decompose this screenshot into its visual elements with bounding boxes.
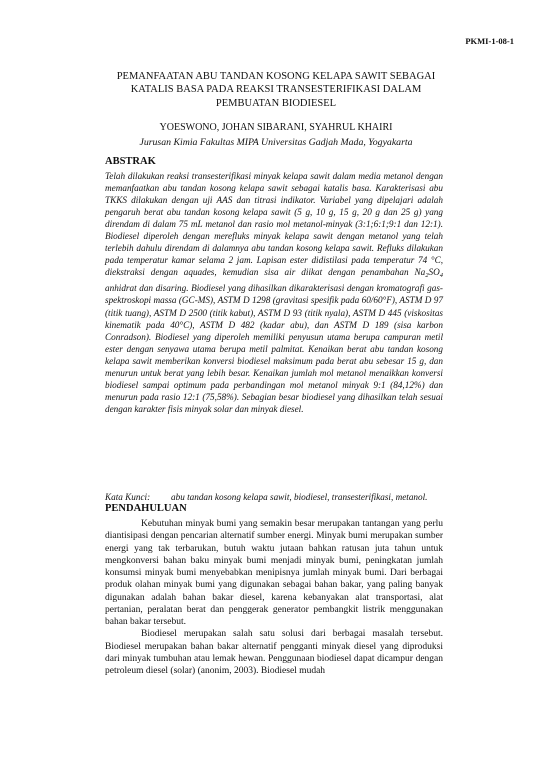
intro-heading: PENDAHULUAN	[105, 503, 187, 514]
keywords-text: abu tandan kosong kelapa sawit, biodiesel, transesterifikasi, metanol.	[171, 492, 428, 502]
keywords-label: Kata Kunci:	[105, 492, 151, 502]
intro-paragraph-1: Kebutuhan minyak bumi yang semakin besar merupakan tantangan yang perlu diantisipasi dengan pencarian alternatif sumber energi. Minyak bumi merupakan sumber energi yang tak terbarukan, butuh waktu jutaan bahkan ratusan juta tahun untuk mengkonversi bahan baku minyak bumi menjadi minyak bumi, peningkatan jumlah konsumsi minyak bumi menyebabkan menipisnya jumlah minyak bumi. Dari berbagai produk olahan minyak bumi yang digunakan sebagai bahan bakar, yang paling banyak digunakan adalah bahan bakar diesel, karena kebanyakan alat transportasi, alat pertanian, peralatan berat dan penggerak generator pembangkit listrik menggunakan bahan bakar tersebut.	[105, 519, 443, 627]
abstract-heading: ABSTRAK	[105, 156, 156, 167]
paper-affiliation: Jurusan Kimia Fakultas MIPA Universitas Gadjah Mada, Yogyakarta	[139, 137, 413, 148]
intro-paragraph-2: Biodiesel merupakan salah satu solusi dari berbagai masalah tersebut. Biodiesel merupakan bahan bakar alternatif pengganti minyak diesel yang diproduksi dari minyak tumbuhan atau lemak hewan. Penggunaan biodiesel dapat dicampur dengan petroleum diesel (solar) (anonim, 2003). Biodiesel mudah	[105, 629, 443, 676]
abstract-text-c: anhidrat dan disaring. Biodiesel yang dihasilkan dikarakterisasi dengan kromatografi gas-spektroskopi massa (GC-MS), ASTM D 1298 (gravitasi spesifik pada 60/60°F), ASTM D 97 (titik tuang), ASTM D 2500 (titik kabut), ASTM D 93 (titik nyala), ASTM D 445 (viskositas kinematik pada 40°C), ASTM D 482 (kadar abu), dan ASTM D 189 (sisa karbon Conradson). Biodiesel yang diperoleh memiliki penyusun utama berupa campuran metil ester dengan senyawa utama berupa metil palmitat. Kenaikan berat abu tandan kosong kelapa sawit memberikan konversi biodiesel maksimum pada berat abu sebesar 15 g, dan menurun untuk berat yang lebih besar. Kenaikan jumlah mol metanol menaikkan konversi biodiesel sampai optimum pada perbandingan mol metanol minyak 9:1 (84,12%) dan menurun pada rasio 12:1 (75,58%). Sebagian besar biodiesel yang dihasilkan telah sesuai dengan karakter fisis minyak solar dan minyak diesel.	[105, 283, 443, 414]
abstract-text-b: SO	[428, 267, 440, 278]
page-code: PKMI-1-08-1	[465, 36, 514, 46]
keywords	[105, 491, 443, 504]
intro-body	[105, 518, 443, 677]
abstract-sub-2: 4	[439, 272, 443, 280]
abstract-sub-1: 2	[425, 272, 429, 280]
paper-title: PEMANFAATAN ABU TANDAN KOSONG KELAPA SAWIT SEBAGAI KATALIS BASA PADA REAKSI TRANSESTERIFIKASI DALAM PEMBUATAN BIODIESEL	[116, 71, 436, 109]
paper-authors: YOESWONO, JOHAN SIBARANI, SYAHRUL KHAIRI	[159, 122, 393, 133]
abstract-body	[105, 170, 443, 415]
abstract-text-a: Telah dilakukan reaksi transesterifikasi minyak kelapa sawit dalam media metanol dengan memanfaatkan abu tandan kosong kelapa sawit sebagai katalis basa. Karakterisasi abu TKKS dilakukan dengan uji AAS dan titrasi indikator. Variabel yang dipelajari adalah pengaruh berat abu tandan kosong kelapa sawit (5 g, 10 g, 15 g, 20 g dan 25 g) yang direndam di dalam 75 mL metanol dan rasio mol metanol-minyak (3:1;6:1;9:1 dan 12:1). Biodiesel diperoleh dengan merefluks minyak kelapa sawit dengan metanol yang telah terlebih dahulu direndam di dalamnya abu tandan kosong kelapa sawit. Refluks dilakukan pada temperatur kamar selama 2 jam. Lapisan ester didistilasi pada temperatur 74 °C, diekstraksi dengan aquades, kemudian sisa air diikat dengan penambahan Na	[105, 171, 443, 278]
